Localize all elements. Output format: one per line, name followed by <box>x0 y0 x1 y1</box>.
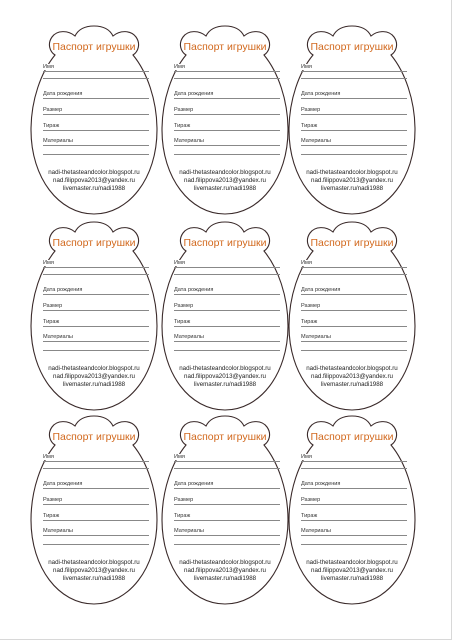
size-field[interactable] <box>301 497 407 507</box>
toy-passport-card-1 <box>26 20 162 220</box>
edition-label: Тираж <box>301 319 318 325</box>
materials-field[interactable] <box>301 138 407 148</box>
materials-label: Материалы <box>43 334 73 340</box>
materials-rule <box>43 535 149 536</box>
toy-passport-card-5 <box>157 216 293 416</box>
contact-email: nad.filippova2013@yandex.ru <box>53 567 135 574</box>
size-rule <box>174 504 280 505</box>
edition-label: Тираж <box>174 123 191 129</box>
edition-rule <box>43 130 149 131</box>
birthdate-field[interactable] <box>174 287 280 297</box>
birthdate-field[interactable] <box>301 91 407 101</box>
materials-rule <box>43 145 149 146</box>
edition-field[interactable] <box>43 319 149 329</box>
contact-email: nad.filippova2013@yandex.ru <box>311 373 393 380</box>
size-label: Размер <box>43 107 63 113</box>
toy-passport-card-6 <box>284 216 420 416</box>
toy-passport-card-8 <box>157 410 293 610</box>
materials-extra-line[interactable] <box>301 154 407 155</box>
size-label: Размер <box>301 303 321 309</box>
card-title: Паспорт игрушки <box>52 431 136 443</box>
materials-extra-line[interactable] <box>43 154 149 155</box>
size-label: Размер <box>43 497 63 503</box>
edition-rule <box>174 520 280 521</box>
birthdate-label: Дата рождения <box>174 481 214 487</box>
edition-label: Тираж <box>174 319 191 325</box>
materials-extra-line[interactable] <box>43 350 149 351</box>
size-rule <box>43 504 149 505</box>
name-extra-line[interactable] <box>301 468 407 469</box>
birthdate-label: Дата рождения <box>174 91 214 97</box>
size-label: Размер <box>301 107 321 113</box>
materials-label: Материалы <box>43 138 73 144</box>
shop-url: livemaster.ru/nadi1988 <box>320 575 384 582</box>
name-rule <box>174 461 280 462</box>
name-label: Имя <box>301 64 312 70</box>
edition-field[interactable] <box>174 513 280 523</box>
edition-rule <box>43 520 149 521</box>
materials-label: Материалы <box>174 528 204 534</box>
name-rule <box>174 71 280 72</box>
name-label: Имя <box>174 260 185 266</box>
materials-label: Материалы <box>301 138 331 144</box>
edition-label: Тираж <box>43 513 60 519</box>
materials-rule <box>301 145 407 146</box>
name-field[interactable] <box>301 260 407 270</box>
contact-email: nad.filippova2013@yandex.ru <box>184 373 266 380</box>
blog-url: nadi-thetasteandcolor.blogspot.ru <box>179 169 271 176</box>
birthdate-field[interactable] <box>43 481 149 491</box>
birthdate-rule <box>43 98 149 99</box>
name-rule <box>174 267 280 268</box>
name-label: Имя <box>174 64 185 70</box>
card-title: Паспорт игрушки <box>310 41 394 53</box>
materials-label: Материалы <box>43 528 73 534</box>
materials-rule <box>301 341 407 342</box>
contact-email: nad.filippova2013@yandex.ru <box>311 567 393 574</box>
shop-url: livemaster.ru/nadi1988 <box>62 381 126 388</box>
materials-field[interactable] <box>301 334 407 344</box>
card-title: Паспорт игрушки <box>183 431 267 443</box>
edition-field[interactable] <box>43 123 149 133</box>
birthdate-label: Дата рождения <box>301 91 341 97</box>
size-rule <box>301 310 407 311</box>
edition-label: Тираж <box>43 123 60 129</box>
edition-label: Тираж <box>301 513 318 519</box>
birthdate-rule <box>301 294 407 295</box>
name-field[interactable] <box>43 454 149 464</box>
blog-url: nadi-thetasteandcolor.blogspot.ru <box>48 365 140 372</box>
name-label: Имя <box>301 260 312 266</box>
name-field[interactable] <box>174 260 280 270</box>
materials-label: Материалы <box>301 334 331 340</box>
card-title: Паспорт игрушки <box>52 237 136 249</box>
materials-field[interactable] <box>301 528 407 538</box>
edition-label: Тираж <box>301 123 318 129</box>
toy-passport-card-2 <box>157 20 293 220</box>
name-rule <box>43 461 149 462</box>
size-field[interactable] <box>174 303 280 313</box>
birthdate-rule <box>174 488 280 489</box>
shop-url: livemaster.ru/nadi1988 <box>320 381 384 388</box>
name-extra-line[interactable] <box>174 274 280 275</box>
materials-field[interactable] <box>43 334 149 344</box>
birthdate-label: Дата рождения <box>174 287 214 293</box>
materials-label: Материалы <box>174 334 204 340</box>
name-rule <box>301 267 407 268</box>
size-field[interactable] <box>301 303 407 313</box>
materials-field[interactable] <box>174 528 280 538</box>
name-rule <box>301 461 407 462</box>
materials-extra-line[interactable] <box>174 544 280 545</box>
size-field[interactable] <box>43 107 149 117</box>
name-label: Имя <box>301 454 312 460</box>
edition-rule <box>301 130 407 131</box>
name-extra-line[interactable] <box>174 78 280 79</box>
toy-passport-card-4 <box>26 216 162 416</box>
size-rule <box>174 310 280 311</box>
blog-url: nadi-thetasteandcolor.blogspot.ru <box>179 559 271 566</box>
birthdate-field[interactable] <box>43 287 149 297</box>
birthdate-label: Дата рождения <box>301 481 341 487</box>
contact-email: nad.filippova2013@yandex.ru <box>184 567 266 574</box>
edition-label: Тираж <box>174 513 191 519</box>
birthdate-label: Дата рождения <box>301 287 341 293</box>
birthdate-rule <box>301 98 407 99</box>
size-label: Размер <box>43 303 63 309</box>
size-field[interactable] <box>301 107 407 117</box>
contact-email: nad.filippova2013@yandex.ru <box>53 373 135 380</box>
materials-rule <box>301 535 407 536</box>
name-field[interactable] <box>43 260 149 270</box>
birthdate-rule <box>43 488 149 489</box>
materials-extra-line[interactable] <box>301 544 407 545</box>
materials-rule <box>174 145 280 146</box>
name-rule <box>43 267 149 268</box>
birthdate-rule <box>301 488 407 489</box>
materials-label: Материалы <box>174 138 204 144</box>
shop-url: livemaster.ru/nadi1988 <box>320 185 384 192</box>
name-extra-line[interactable] <box>301 78 407 79</box>
name-label: Имя <box>43 454 54 460</box>
name-extra-line[interactable] <box>301 274 407 275</box>
blog-url: nadi-thetasteandcolor.blogspot.ru <box>306 559 398 566</box>
birthdate-field[interactable] <box>174 91 280 101</box>
name-rule <box>301 71 407 72</box>
edition-rule <box>174 130 280 131</box>
contact-email: nad.filippova2013@yandex.ru <box>184 177 266 184</box>
toy-passport-card-9 <box>284 410 420 610</box>
size-field[interactable] <box>174 107 280 117</box>
edition-field[interactable] <box>174 123 280 133</box>
name-field[interactable] <box>174 64 280 74</box>
name-label: Имя <box>43 260 54 266</box>
name-extra-line[interactable] <box>43 468 149 469</box>
birthdate-rule <box>174 294 280 295</box>
toy-passport-card-7 <box>26 410 162 610</box>
birthdate-label: Дата рождения <box>43 287 83 293</box>
name-rule <box>43 71 149 72</box>
materials-field[interactable] <box>174 334 280 344</box>
name-field[interactable] <box>301 64 407 74</box>
birthdate-rule <box>174 98 280 99</box>
birthdate-field[interactable] <box>301 287 407 297</box>
shop-url: livemaster.ru/nadi1988 <box>193 185 257 192</box>
size-label: Размер <box>174 497 194 503</box>
materials-label: Материалы <box>301 528 331 534</box>
edition-rule <box>301 520 407 521</box>
name-label: Имя <box>43 64 54 70</box>
blog-url: nadi-thetasteandcolor.blogspot.ru <box>48 169 140 176</box>
size-label: Размер <box>301 497 321 503</box>
shop-url: livemaster.ru/nadi1988 <box>193 575 257 582</box>
birthdate-rule <box>43 294 149 295</box>
size-label: Размер <box>174 303 194 309</box>
edition-rule <box>174 326 280 327</box>
size-field[interactable] <box>43 497 149 507</box>
materials-rule <box>174 535 280 536</box>
birthdate-label: Дата рождения <box>43 91 83 97</box>
shop-url: livemaster.ru/nadi1988 <box>62 575 126 582</box>
name-extra-line[interactable] <box>174 468 280 469</box>
contact-email: nad.filippova2013@yandex.ru <box>311 177 393 184</box>
edition-rule <box>301 326 407 327</box>
size-rule <box>43 114 149 115</box>
name-field[interactable] <box>301 454 407 464</box>
name-extra-line[interactable] <box>43 78 149 79</box>
materials-rule <box>174 341 280 342</box>
size-label: Размер <box>174 107 194 113</box>
edition-label: Тираж <box>43 319 60 325</box>
name-field[interactable] <box>43 64 149 74</box>
size-field[interactable] <box>174 497 280 507</box>
blog-url: nadi-thetasteandcolor.blogspot.ru <box>306 169 398 176</box>
materials-field[interactable] <box>174 138 280 148</box>
toy-passport-card-3 <box>284 20 420 220</box>
contact-email: nad.filippova2013@yandex.ru <box>53 177 135 184</box>
size-rule <box>301 114 407 115</box>
card-title: Паспорт игрушки <box>52 41 136 53</box>
name-label: Имя <box>174 454 185 460</box>
materials-rule <box>43 341 149 342</box>
materials-extra-line[interactable] <box>174 154 280 155</box>
materials-field[interactable] <box>43 138 149 148</box>
birthdate-field[interactable] <box>174 481 280 491</box>
size-rule <box>174 114 280 115</box>
blog-url: nadi-thetasteandcolor.blogspot.ru <box>306 365 398 372</box>
materials-field[interactable] <box>43 528 149 538</box>
edition-field[interactable] <box>301 319 407 329</box>
card-title: Паспорт игрушки <box>310 431 394 443</box>
size-rule <box>43 310 149 311</box>
blog-url: nadi-thetasteandcolor.blogspot.ru <box>179 365 271 372</box>
shop-url: livemaster.ru/nadi1988 <box>62 185 126 192</box>
edition-field[interactable] <box>301 123 407 133</box>
card-title: Паспорт игрушки <box>183 41 267 53</box>
materials-extra-line[interactable] <box>301 350 407 351</box>
card-title: Паспорт игрушки <box>310 237 394 249</box>
birthdate-field[interactable] <box>43 91 149 101</box>
blog-url: nadi-thetasteandcolor.blogspot.ru <box>48 559 140 566</box>
edition-field[interactable] <box>301 513 407 523</box>
size-field[interactable] <box>43 303 149 313</box>
materials-extra-line[interactable] <box>174 350 280 351</box>
edition-field[interactable] <box>174 319 280 329</box>
birthdate-field[interactable] <box>301 481 407 491</box>
name-extra-line[interactable] <box>43 274 149 275</box>
materials-extra-line[interactable] <box>43 544 149 545</box>
edition-field[interactable] <box>43 513 149 523</box>
card-title: Паспорт игрушки <box>183 237 267 249</box>
edition-rule <box>43 326 149 327</box>
name-field[interactable] <box>174 454 280 464</box>
shop-url: livemaster.ru/nadi1988 <box>193 381 257 388</box>
size-rule <box>301 504 407 505</box>
birthdate-label: Дата рождения <box>43 481 83 487</box>
